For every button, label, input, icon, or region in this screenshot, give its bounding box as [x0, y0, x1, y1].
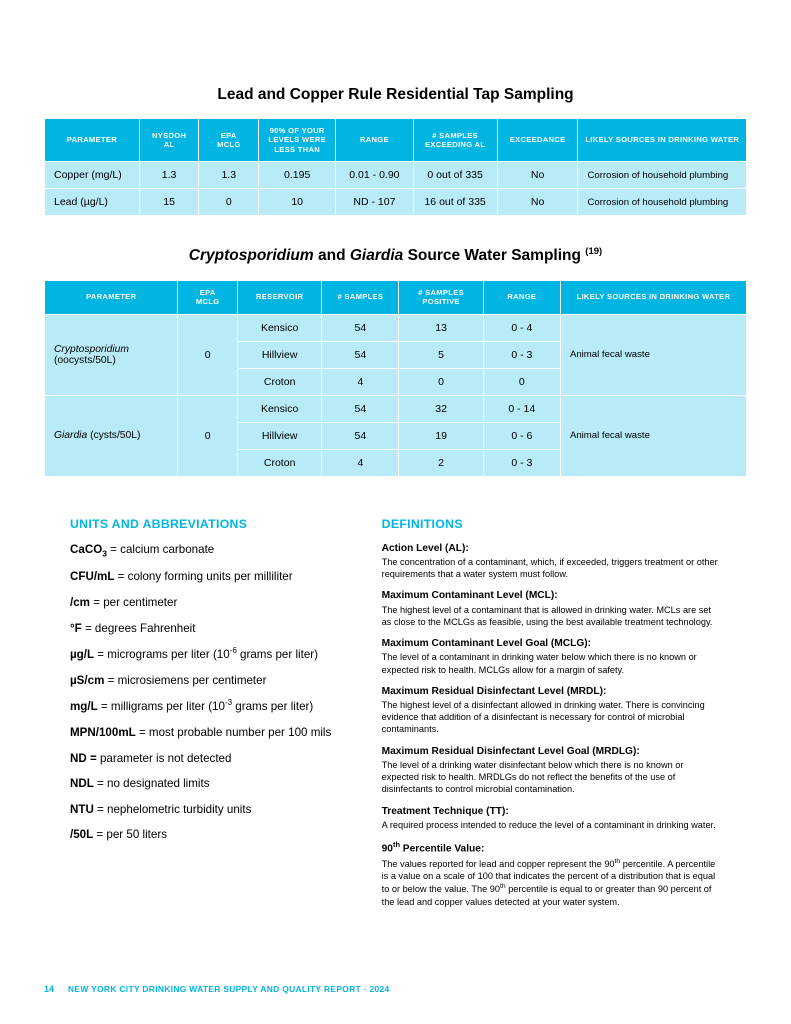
cell-range: 0.01 - 0.90	[336, 162, 413, 189]
body-pre: The values reported for lead and copper represent the 90	[381, 858, 615, 869]
cell-likely-sources: Animal fecal waste	[560, 395, 746, 476]
crypto-table-header	[45, 280, 747, 314]
header-line: PARAMETER	[86, 292, 137, 302]
header-line: PARAMETER	[66, 135, 117, 145]
cell-reservoir: Croton	[238, 368, 322, 395]
unit-definition: = most probable number per 100 mils	[135, 725, 332, 739]
unit-definition: = degrees Fahrenheit	[81, 621, 196, 635]
unit-definition: = no designated limits	[93, 777, 210, 791]
unit-term: NDL	[70, 777, 94, 791]
cell-samples: 54	[322, 314, 399, 341]
definition-item	[382, 745, 721, 796]
parameter-name: Cryptosporidium	[54, 343, 129, 355]
cell-reservoir: Kensico	[238, 314, 322, 341]
header-line: RESERVOIR	[256, 292, 304, 302]
cell-range: 0 - 14	[483, 395, 560, 422]
body-mid: percentile. A percentile is a value on a scale of 100 that indicates the percent of a distribution that is equal to or below the value. The 90	[381, 858, 716, 895]
header-line: AL	[163, 140, 175, 150]
lead-copper-table-header	[45, 119, 747, 162]
units-heading: UNITS AND ABBREVIATIONS	[70, 516, 248, 531]
crypto-table-body	[45, 314, 747, 476]
col-header-nysdoh-al	[139, 119, 199, 162]
definition-body: The level of a drinking water disinfectant below which there is no known or expected risk to health. MRDLGs do not reflect the benefits of the use of disinfectants to control microbial contamination.	[381, 759, 684, 795]
cell-epa-mclg: 0	[178, 395, 238, 476]
col-header-samples	[322, 280, 399, 314]
definition-item	[382, 637, 721, 676]
definition-term-percentile	[382, 840, 721, 856]
unit-definition: = colony forming units per milliliter	[114, 570, 293, 584]
cell-90-percentile: 10	[259, 189, 336, 216]
unit-definition: = microsiemens per centimeter	[104, 673, 267, 687]
page-footer	[44, 984, 390, 994]
unit-definition-cont: grams per liter)	[232, 700, 314, 714]
crypto-giardia-section-title	[44, 216, 747, 279]
header-line: 90% OF YOUR	[269, 126, 325, 135]
cell-nysdoh-al: 15	[139, 189, 199, 216]
lead-copper-section-title: Lead and Copper Rule Residential Tap Sampling	[217, 86, 574, 103]
cell-samples-positive: 5	[399, 341, 483, 368]
header-line: RANGE	[359, 135, 389, 145]
header-line: EPA	[220, 130, 237, 140]
header-line: LEVELS WERE	[268, 135, 327, 145]
definition-body: The highest level of a contaminant that is allowed in drinking water. MCLs are set as close to the MCLGs as feasible, using the best available treatment technology.	[381, 604, 713, 627]
unit-item	[70, 569, 348, 585]
cell-range: 0 - 3	[483, 341, 560, 368]
unit-item	[70, 621, 348, 637]
footer-title: NEW YORK CITY DRINKING WATER SUPPLY AND QUALITY REPORT · 2024	[68, 984, 390, 994]
unit-item	[70, 595, 348, 611]
header-line: EPA	[199, 287, 216, 297]
header-line: EXCEEDANCE	[509, 135, 566, 145]
unit-term: µS/cm	[70, 673, 105, 687]
table-row	[45, 162, 747, 189]
col-header-range	[336, 119, 413, 162]
header-line: # SAMPLES	[418, 287, 464, 297]
table-row	[45, 395, 747, 422]
table-row	[45, 189, 747, 216]
definition-item	[382, 840, 721, 908]
col-header-likely-sources	[560, 280, 746, 314]
lead-copper-table-body	[45, 162, 747, 216]
header-line: MCLG	[216, 140, 241, 150]
bottom-columns	[44, 517, 747, 917]
cell-likely-sources: Corrosion of household plumbing	[578, 189, 747, 216]
unit-term: NTU	[70, 802, 94, 816]
definitions-column	[382, 517, 721, 917]
cell-samples: 54	[322, 422, 399, 449]
unit-superscript: -3	[224, 698, 233, 708]
term-post: Percentile Value:	[399, 843, 485, 855]
definition-term: Maximum Residual Disinfectant Level (MRDL):	[381, 685, 607, 697]
definitions-heading: DEFINITIONS	[381, 516, 463, 531]
cell-exceedance: No	[497, 189, 578, 216]
unit-term: ND =	[70, 751, 97, 765]
cell-reservoir: Hillview	[238, 341, 322, 368]
definition-body: The concentration of a contaminant, which, if exceeded, triggers treatment or other requirements that a water system must follow.	[381, 556, 718, 580]
unit-definition: = per 50 liters	[93, 828, 167, 842]
cell-samples-exceeding: 16 out of 335	[413, 189, 497, 216]
unit-term: /cm	[70, 596, 90, 609]
body-post: percentile is equal to or greater than 90 percent of the lead and copper values detected at your water system.	[381, 884, 712, 907]
unit-item	[70, 827, 348, 843]
unit-term: /50L	[70, 828, 94, 842]
crypto-giardia-table	[44, 280, 747, 477]
cell-parameter: Lead (µg/L)	[45, 189, 140, 216]
unit-item	[70, 751, 348, 767]
definition-term: Maximum Contaminant Level Goal (MCLG):	[381, 638, 592, 650]
cell-samples: 54	[322, 341, 399, 368]
unit-superscript: -6	[229, 646, 237, 656]
unit-term: mg/L	[70, 700, 98, 714]
cell-samples-positive: 2	[399, 449, 483, 476]
col-header-samples-exceeding	[413, 119, 497, 162]
definition-item	[382, 542, 721, 581]
definition-body-percentile	[382, 857, 721, 908]
body-superscript-1: th	[614, 857, 621, 865]
table-row	[45, 314, 747, 341]
header-line: # SAMPLES	[337, 292, 384, 302]
cell-parameter-cryptosporidium	[45, 314, 178, 395]
unit-definition: = per centimeter	[89, 596, 178, 609]
unit-item	[70, 646, 348, 663]
title-source-water-sampling: Source Water Sampling	[403, 247, 581, 265]
col-header-epa-mclg	[178, 280, 238, 314]
col-header-range	[483, 280, 560, 314]
title-and: and	[313, 247, 350, 265]
cell-samples-exceeding: 0 out of 335	[413, 162, 497, 189]
unit-term: µg/L	[70, 648, 95, 662]
cell-reservoir: Croton	[238, 449, 322, 476]
unit-term: °F	[70, 621, 82, 635]
parameter-unit: (cysts/50L)	[87, 430, 141, 442]
definition-body: The highest level of a disinfectant allowed in drinking water. There is convincing evidence that addition of a disinfectant is necessary for control of microbial contaminants.	[381, 699, 705, 735]
definition-term: Maximum Contaminant Level (MCL):	[381, 590, 558, 602]
cell-samples-positive: 13	[399, 314, 483, 341]
cell-likely-sources: Corrosion of household plumbing	[578, 162, 747, 189]
cell-parameter-giardia	[45, 395, 178, 476]
unit-subscript: 3	[102, 547, 107, 558]
units-column	[70, 517, 348, 917]
unit-definition: = micrograms per liter (10	[94, 648, 230, 662]
title-giardia: Giardia	[349, 247, 404, 265]
col-header-reservoir	[238, 280, 322, 314]
unit-definition: = nephelometric turbidity units	[93, 802, 252, 816]
definition-term: Treatment Technique (TT):	[381, 805, 509, 817]
cell-range: 0 - 4	[483, 314, 560, 341]
unit-term: CFU/mL	[70, 570, 115, 584]
unit-item	[70, 802, 348, 818]
cell-parameter: Copper (mg/L)	[45, 162, 140, 189]
definition-item	[382, 685, 721, 736]
header-line: # SAMPLES	[432, 130, 478, 140]
cell-range: 0 - 6	[483, 422, 560, 449]
header-line: MCLG	[195, 297, 220, 307]
cell-samples-positive: 32	[399, 395, 483, 422]
definition-item	[382, 589, 721, 628]
body-superscript-2: th	[499, 883, 506, 891]
unit-item	[70, 698, 348, 715]
unit-term: CaCO	[70, 542, 103, 556]
unit-definition: = calcium carbonate	[106, 542, 215, 556]
header-line: LESS THAN	[274, 144, 321, 154]
unit-item	[70, 725, 348, 741]
cell-range: ND - 107	[336, 189, 413, 216]
unit-term: MPN/100mL	[70, 725, 136, 739]
definition-item	[382, 805, 721, 831]
cell-exceedance: No	[497, 162, 578, 189]
header-line: RANGE	[507, 292, 537, 302]
definition-body: The level of a contaminant in drinking water below which there is no known or expected risk to health. MCLGs allow for a margin of safety.	[381, 652, 697, 675]
header-line: NYSDOH	[151, 130, 187, 140]
cell-range: 0 - 3	[483, 449, 560, 476]
parameter-unit: (oocysts/50L)	[54, 354, 116, 366]
table-header-row	[45, 119, 747, 162]
cell-samples: 4	[322, 449, 399, 476]
col-header-90-percentile	[259, 119, 336, 162]
term-superscript: th	[392, 840, 400, 850]
col-header-samples-positive	[399, 280, 483, 314]
unit-item	[70, 542, 348, 560]
cell-nysdoh-al: 1.3	[139, 162, 199, 189]
definition-term: Action Level (AL):	[381, 542, 469, 554]
cell-epa-mclg: 1.3	[199, 162, 259, 189]
table-header-row	[45, 280, 747, 314]
lead-copper-table	[44, 118, 747, 216]
cell-samples: 54	[322, 395, 399, 422]
definition-body: A required process intended to reduce the level of a contaminant in drinking water.	[381, 819, 716, 830]
title-footnote-ref: (19)	[585, 246, 603, 258]
unit-definition: parameter is not detected	[96, 751, 232, 765]
header-line: EXCEEDING AL	[424, 140, 486, 150]
header-line: LIKELY SOURCES IN DRINKING WATER	[585, 135, 740, 145]
cell-epa-mclg: 0	[199, 189, 259, 216]
unit-item	[70, 673, 348, 689]
cell-90-percentile: 0.195	[259, 162, 336, 189]
cell-reservoir: Kensico	[238, 395, 322, 422]
term-pre: 90	[381, 843, 393, 855]
unit-definition-cont: grams per liter)	[236, 648, 319, 662]
col-header-likely-sources	[578, 119, 747, 162]
cell-reservoir: Hillview	[238, 422, 322, 449]
col-header-parameter	[45, 119, 140, 162]
col-header-epa-mclg	[199, 119, 259, 162]
cell-range: 0	[483, 368, 560, 395]
parameter-name: Giardia	[54, 430, 88, 442]
title-cryptosporidium: Cryptosporidium	[188, 247, 314, 265]
unit-definition: = milligrams per liter (10	[97, 700, 225, 714]
header-line: POSITIVE	[422, 297, 460, 307]
definition-term: Maximum Residual Disinfectant Level Goal (MRDLG):	[381, 745, 640, 757]
cell-likely-sources: Animal fecal waste	[560, 314, 746, 395]
cell-samples: 4	[322, 368, 399, 395]
header-line: LIKELY SOURCES IN DRINKING WATER	[576, 292, 731, 302]
page-number: 14	[44, 984, 55, 994]
unit-item	[70, 776, 348, 792]
cell-samples-positive: 19	[399, 422, 483, 449]
cell-epa-mclg: 0	[178, 314, 238, 395]
cell-samples-positive: 0	[399, 368, 483, 395]
col-header-parameter	[45, 280, 178, 314]
col-header-exceedance	[497, 119, 578, 162]
